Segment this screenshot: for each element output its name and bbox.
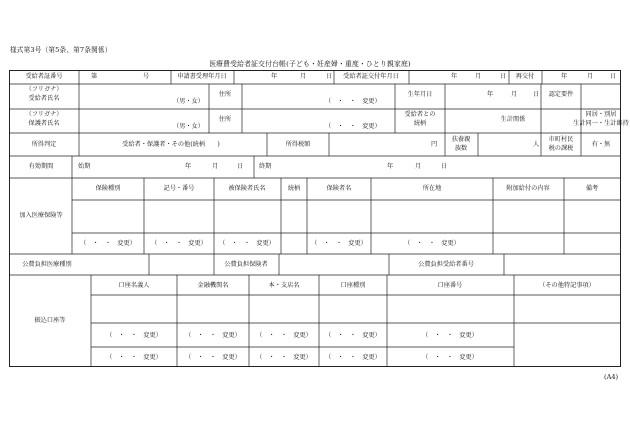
- relation-label: 受給者との: [404, 111, 436, 118]
- date-day-mark: 日: [237, 163, 244, 170]
- income-judgment-label: 所得判定: [31, 141, 57, 148]
- change-note: （ ・ ・ 変更）: [404, 240, 460, 247]
- bank-special-notes-header: （その他特記事項）: [539, 282, 595, 289]
- period-start-label: 始期: [78, 163, 91, 170]
- change-note: （ ・ ・ 変更）: [256, 332, 312, 339]
- date-year-mark: 年: [271, 73, 278, 80]
- recipient-name-label: 受給者氏名: [28, 95, 60, 102]
- bank-column-header: 口座番号: [437, 282, 463, 289]
- municipal-tax-label: 市町村民: [548, 136, 574, 143]
- date-day-mark: 日: [500, 73, 507, 80]
- insurance-column-header: 続柄: [287, 185, 301, 192]
- recipient-cert-no-label: 受給者証番号: [25, 73, 63, 80]
- guardian-name-label: 保護者氏名: [28, 120, 60, 127]
- change-note: （ ・ ・ 変更）: [422, 354, 478, 361]
- ledger-table: [9, 70, 629, 367]
- relation-label-line2: 続柄: [413, 120, 427, 127]
- insurance-column-header: 備考: [585, 185, 599, 192]
- change-note: （ ・ ・ 変更）: [106, 354, 162, 361]
- period-end-label: 終期: [259, 163, 272, 170]
- bank-column-header: 口座種別: [340, 282, 366, 289]
- public-burden-payer-label: 公費負担保険者: [224, 261, 268, 268]
- gender-options: （男・女）: [173, 98, 204, 105]
- date-month-mark: 月: [511, 91, 518, 98]
- dependents-label: 扶養親: [451, 136, 471, 143]
- number-suffix-label: 号: [143, 73, 150, 80]
- address-change-note: （ ・ ・ 変更）: [325, 98, 381, 105]
- household-option-support: 生計同一・生計維持: [573, 120, 629, 127]
- number-prefix-label: 第: [91, 73, 98, 80]
- date-year-mark: 年: [561, 73, 568, 80]
- date-month-mark: 月: [587, 73, 594, 80]
- yen-unit: 円: [431, 141, 438, 148]
- bank-column-header: 本・支店名: [268, 282, 300, 289]
- date-month-mark: 月: [415, 163, 422, 170]
- household-label: 生計関係: [500, 116, 526, 123]
- change-note: （ ・ ・ 変更）: [151, 240, 207, 247]
- change-note: （ ・ ・ 変更）: [80, 240, 136, 247]
- bank-column-header: 口座名義人: [118, 282, 150, 289]
- insurance-column-header: 所在地: [422, 185, 442, 192]
- tax-yes-no-options: 有・無: [591, 141, 611, 148]
- gender-options: （男・女）: [173, 123, 204, 130]
- document-title: 医療費受給者証交付台帳(子ども・妊産婦・重度・ひとり親家庭): [209, 60, 411, 68]
- insurance-section-label: 加入医療保険等: [19, 212, 63, 219]
- furigana-label: （フリガナ）: [25, 86, 63, 93]
- change-note: （ ・ ・ 変更）: [185, 332, 241, 339]
- issue-date-label: 受給者証交付年月日: [343, 73, 399, 80]
- date-month-mark: 月: [300, 73, 307, 80]
- date-year-mark: 年: [451, 73, 458, 80]
- date-month-mark: 月: [475, 73, 482, 80]
- change-note: （ ・ ・ 変更）: [219, 240, 275, 247]
- persons-unit: 人: [533, 141, 540, 148]
- date-year-mark: 年: [185, 163, 192, 170]
- date-day-mark: 日: [610, 73, 617, 80]
- bank-column-header: 金融機関名: [197, 282, 229, 289]
- insurance-column-header: 保険種別: [95, 185, 121, 192]
- insurance-column-header: 附加給付の内容: [506, 185, 550, 192]
- change-note: （ ・ ・ 変更）: [106, 332, 162, 339]
- date-year-mark: 年: [387, 163, 394, 170]
- public-burden-recipient-no-label: 公費負担受給者番号: [418, 261, 474, 268]
- change-note: （ ・ ・ 変更）: [325, 354, 381, 361]
- change-note: （ ・ ・ 変更）: [256, 354, 312, 361]
- municipal-tax-label-line2: 税の課税: [548, 145, 574, 152]
- form-number: 様式第3号（第5条、第7条関係）: [10, 46, 112, 54]
- application-date-label: 申請書受理年月日: [177, 73, 227, 80]
- reissue-label: 再交付: [515, 73, 535, 80]
- change-note: （ ・ ・ 変更）: [185, 354, 241, 361]
- address-label: 住所: [218, 116, 232, 123]
- date-month-mark: 月: [212, 163, 219, 170]
- birth-date-label: 生年月日: [407, 91, 433, 98]
- paper-size-mark: (A4): [604, 373, 619, 381]
- change-note: （ ・ ・ 変更）: [422, 332, 478, 339]
- table-grid: [9, 70, 621, 367]
- change-note: （ ・ ・ 変更）: [311, 240, 367, 247]
- cert-requirement-label: 認定要件: [548, 91, 574, 98]
- date-day-mark: 日: [326, 73, 333, 80]
- furigana-label: （フリガナ）: [25, 111, 63, 118]
- income-tax-label: 所得税額: [285, 141, 311, 148]
- change-note: （ ・ ・ 変更）: [325, 332, 381, 339]
- date-day-mark: 日: [533, 91, 540, 98]
- address-label: 住所: [218, 91, 232, 98]
- bank-section-label: 振込口座等: [34, 317, 66, 324]
- insurance-column-header: 保険者名: [326, 185, 352, 192]
- insurance-column-header: 被保険者氏名: [228, 185, 266, 192]
- validity-period-label: 有効期間: [28, 163, 54, 170]
- dependents-label-line2: 族数: [454, 145, 468, 152]
- date-day-mark: 日: [441, 163, 448, 170]
- address-change-note: （ ・ ・ 変更）: [325, 123, 381, 130]
- household-option-residence: 同居・別居: [585, 111, 617, 118]
- date-year-mark: 年: [487, 91, 494, 98]
- income-target-options: 受給者・保護者・その他(続柄 ): [122, 141, 220, 148]
- insurance-column-header: 記号・番号: [163, 185, 195, 192]
- public-burden-type-label: 公費負担医療種別: [22, 261, 72, 268]
